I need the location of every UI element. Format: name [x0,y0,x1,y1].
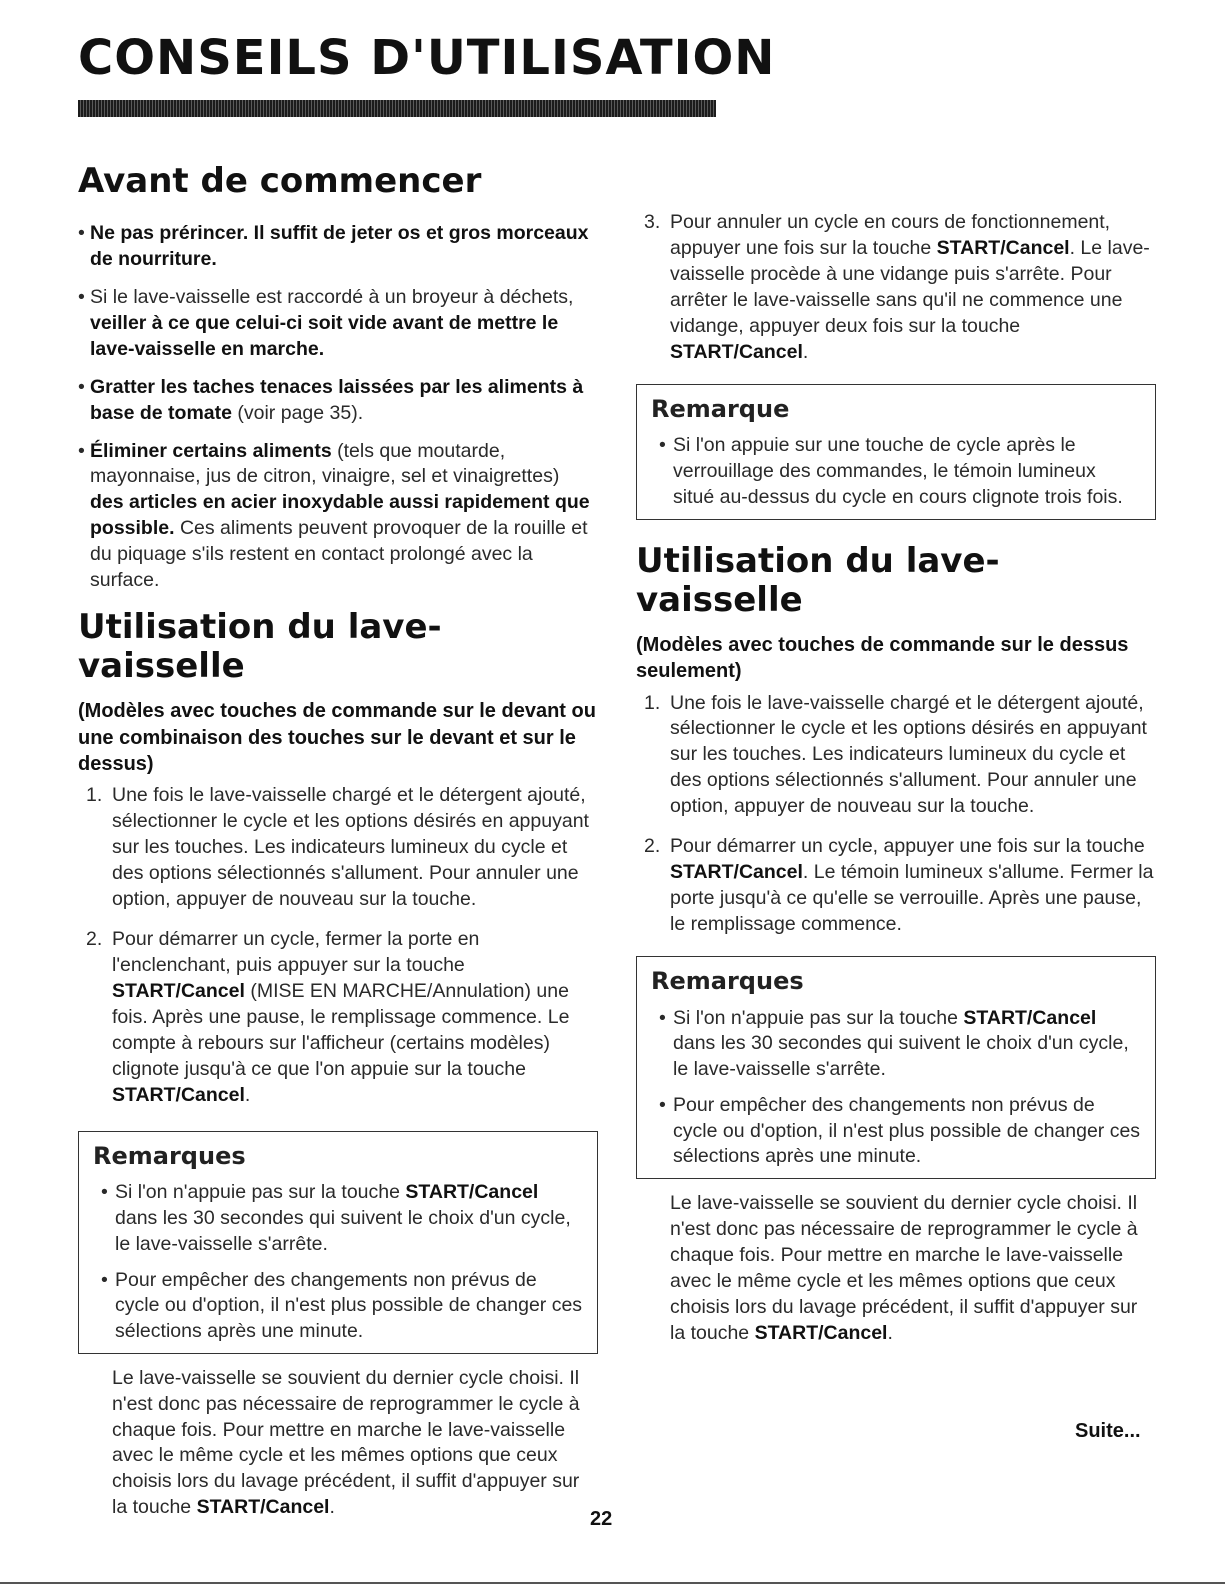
remarque-title: Remarque [651,394,790,423]
page-title: CONSEILS D'UTILISATION [78,30,776,86]
step-text: Pour annuler un cycle en cours de fonctionnement, appuyer une fois sur la touche START/Cancel. Le lave-vaisselle procède à une vidange puis s'arrête. Pour arrêter le lave-vaisselle sans qu'il ne commence une vidange, appuyer deux fois sur la touche START/Cancel. [670,211,1150,363]
list-item: • Si le lave-vaisselle est raccordé à un broyeur à déchets, veiller à ce que celui-ci soit vide avant de mettre le lave-vaisselle en marche. [78,285,598,363]
section-heading-utilisation-dessus: Utilisation du lave-vaisselle [636,540,1000,620]
step-number: 2. [644,835,661,858]
bold-text: START/Cancel [112,1083,245,1106]
bold-text: START/Cancel [670,340,803,363]
remarque-list [651,433,1141,510]
bold-text: Gratter les taches tenaces laissées par les aliments à base de tomate [90,375,584,424]
remarques-title: Remarques [651,966,804,995]
bold-text: START/Cancel [754,1321,888,1344]
remarques-list [651,1006,1141,1170]
step-item [636,834,1156,938]
step-number: 3. [644,211,661,233]
avant-bullet-list [78,221,598,594]
list-item [78,221,598,273]
steps-list [636,210,1156,366]
list-item: • Si l'on n'appuie pas sur la touche START/Cancel dans les 30 secondes qui suivent le choix d'un cycle, le lave-vaisselle s'arrête. [93,1180,583,1257]
bottom-rule [0,1582,1225,1584]
list-item: • Gratter les taches tenaces laissées par les aliments à base de tomate (voir page 35). [78,375,598,427]
remarques-title: Remarques [93,1141,246,1170]
step-number: 1. [86,784,103,807]
section-heading-utilisation: Utilisation du lave-vaisselle [78,607,442,687]
continued-label: Suite... [1075,1420,1141,1442]
list-item: • Pour empêcher des changements non prévus de cycle ou d'option, il n'est plus possible de changer ces sélections après une minute. [651,1093,1141,1170]
step-item [636,210,1156,366]
steps-list [636,691,1156,938]
bold-text: START/Cancel [963,1006,1097,1029]
bold-text: Éliminer certains aliments [90,439,332,462]
section-subheading: (Modèles avec touches de commande sur le devant ou une combinaison des touches sur le devant et sur le dessus) [78,700,596,776]
bold-text: Ne pas prérincer. Il suffit de jeter os et gros morceaux de nourriture. [90,222,589,271]
bold-text: START/Cancel [670,861,803,884]
list-item: • Pour empêcher des changements non prévus de cycle ou d'option, il n'est plus possible de changer ces sélections après une minute. [93,1268,583,1345]
memory-paragraph: Le lave-vaisselle se souvient du dernier cycle choisi. Il n'est donc pas nécessaire de reprogrammer le cycle à chaque fois. Pour mettre en marche le lave-vaisselle avec le même cycle et les mêmes options que ceux choisis lors du lavage précédent, il suffit d'appuyer sur la touche START/Cancel. [670,1192,1138,1344]
list-item: • Éliminer certains aliments (tels que moutarde, mayonnaise, jus de citron, vinaigre, sel et vinaigrettes) des articles en acier inoxydable aussi rapidement que possible. Ces aliments peuvent provoquer de la rouille et du piquage s'ils restent en contact prolongé avec la surface. [78,439,598,595]
list-item: • Si l'on appuie sur une touche de cycle après le verrouillage des commandes, le témoin lumineux situé au-dessus du cycle en cours clignote trois fois. [651,433,1141,510]
remarques-box [636,956,1156,1179]
section-subheading: (Modèles avec touches de commande sur le dessus seulement) [636,633,1129,683]
bold-text: des articles en acier inoxydable aussi rapidement que possible. [90,491,590,540]
memory-paragraph: Le lave-vaisselle se souvient du dernier cycle choisi. Il n'est donc pas nécessaire de reprogrammer le cycle à chaque fois. Pour mettre en marche le lave-vaisselle avec le même cycle et les mêmes options que ceux choisis lors du lavage précédent, il suffit d'appuyer sur la touche START/Cancel. [112,1366,580,1519]
steps-list [78,783,598,1108]
step-text: Pour démarrer un cycle, fermer la porte en l'enclenchant, puis appuyer sur la touche START/Cancel (MISE EN MARCHE/Annulation) une fois. Après une pause, le remplissage commence. Le compte à rebours sur l'afficheur (certains modèles) clignote jusqu'à ce que l'on appuie sur la touche START/Cancel. [112,928,570,1106]
bold-text: START/Cancel [112,979,245,1002]
right-column [636,210,1156,1347]
step-item [78,927,598,1108]
step-text: Une fois le lave-vaisselle chargé et le détergent ajouté, sélectionner le cycle et les options désirés en appuyant sur les touches. Les indicateurs lumineux du cycle et des options sélectionnés s'allument. Pour annuler une option, appuyer de nouveau sur la touche. [112,784,589,911]
step-text: Pour démarrer un cycle, appuyer une fois sur la touche START/Cancel. Le témoin lumineux s'allume. Fermer la porte jusqu'à ce qu'elle se verrouille. Après une pause, le remplissage commence. [670,835,1154,935]
remarque-box [636,384,1156,520]
bold-text: START/Cancel [405,1181,539,1204]
step-item [78,783,598,913]
title-rule [78,100,716,117]
left-column [78,162,598,1521]
step-text: Une fois le lave-vaisselle chargé et le détergent ajouté, sélectionner le cycle et les options désirés en appuyant sur les touches. Les indicateurs lumineux du cycle et des options sélectionnés s'allument. Pour annuler une option, appuyer de nouveau sur la touche. [670,691,1147,818]
step-number: 1. [644,691,661,714]
remarques-list [93,1180,583,1344]
bold-text: START/Cancel [196,1496,330,1519]
bold-text: veiller à ce que celui-ci soit vide avant de mettre le lave-vaisselle en marche. [90,311,559,360]
bold-text: START/Cancel [936,236,1070,259]
step-number: 2. [86,928,103,951]
remarques-box [78,1131,598,1354]
step-item [636,691,1156,821]
list-item: • Si l'on n'appuie pas sur la touche START/Cancel dans les 30 secondes qui suivent le choix d'un cycle, le lave-vaisselle s'arrête. [651,1006,1141,1083]
section-heading-avant: Avant de commencer [78,161,482,201]
page-number: 22 [590,1508,613,1530]
